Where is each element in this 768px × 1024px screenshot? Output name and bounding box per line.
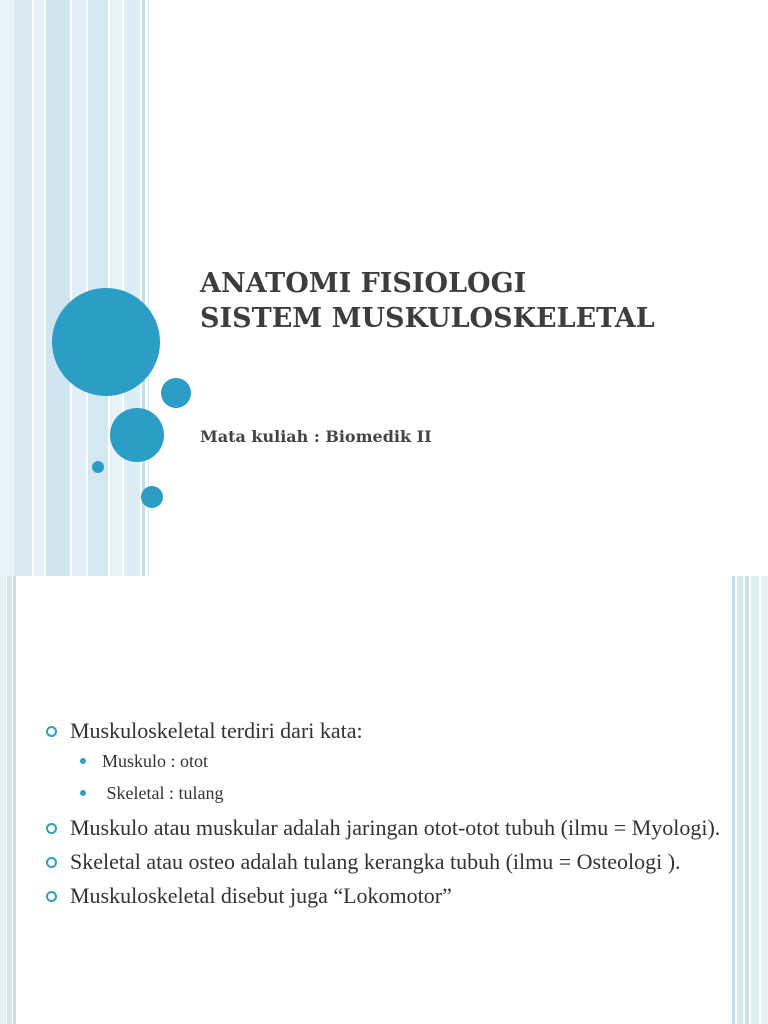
title-line: SISTEM MUSKULOSKELETAL <box>200 303 655 334</box>
list-item-text: Muskulo atau muskular adalah jaringan otot-otot tubuh (ilmu = Myologi). <box>70 815 721 840</box>
list-item-text: Muskuloskeletal disebut juga “Lokomotor” <box>70 883 452 908</box>
sub-list <box>80 749 726 805</box>
ring-bullet-icon <box>46 891 57 902</box>
decorative-stripes <box>0 0 160 576</box>
sub-list-item <box>80 781 726 805</box>
dot-bullet-icon <box>80 758 86 764</box>
small-circle-icon <box>141 486 163 508</box>
list-item <box>46 847 726 876</box>
tiny-circle-icon <box>92 461 104 473</box>
list-item <box>46 716 726 805</box>
ring-bullet-icon <box>46 857 57 868</box>
decorative-stripes <box>732 576 768 1024</box>
slide-title <box>200 266 740 336</box>
title-line: ANATOMI FISIOLOGI <box>200 268 527 299</box>
list-item-text: Muskuloskeletal terdiri dari kata: <box>70 718 363 743</box>
decorative-stripes <box>0 576 20 1024</box>
ring-bullet-icon <box>46 823 57 834</box>
content-slide <box>0 576 768 1024</box>
dot-bullet-icon <box>80 790 86 796</box>
medium-circle-icon <box>110 408 164 462</box>
small-circle-icon <box>161 378 191 408</box>
large-circle-icon <box>52 288 160 396</box>
bullet-list <box>46 716 726 915</box>
ring-bullet-icon <box>46 726 57 737</box>
sub-list-item-text: Skeletal : tulang <box>102 783 224 803</box>
list-item <box>46 813 726 842</box>
list-item <box>46 881 726 910</box>
slide-subtitle: Mata kuliah : Biomedik II <box>200 427 432 446</box>
list-item-text: Skeletal atau osteo adalah tulang kerangka tubuh (ilmu = Osteologi ). <box>70 849 681 874</box>
sub-list-item-text: Muskulo : otot <box>102 751 209 771</box>
sub-list-item <box>80 749 726 773</box>
